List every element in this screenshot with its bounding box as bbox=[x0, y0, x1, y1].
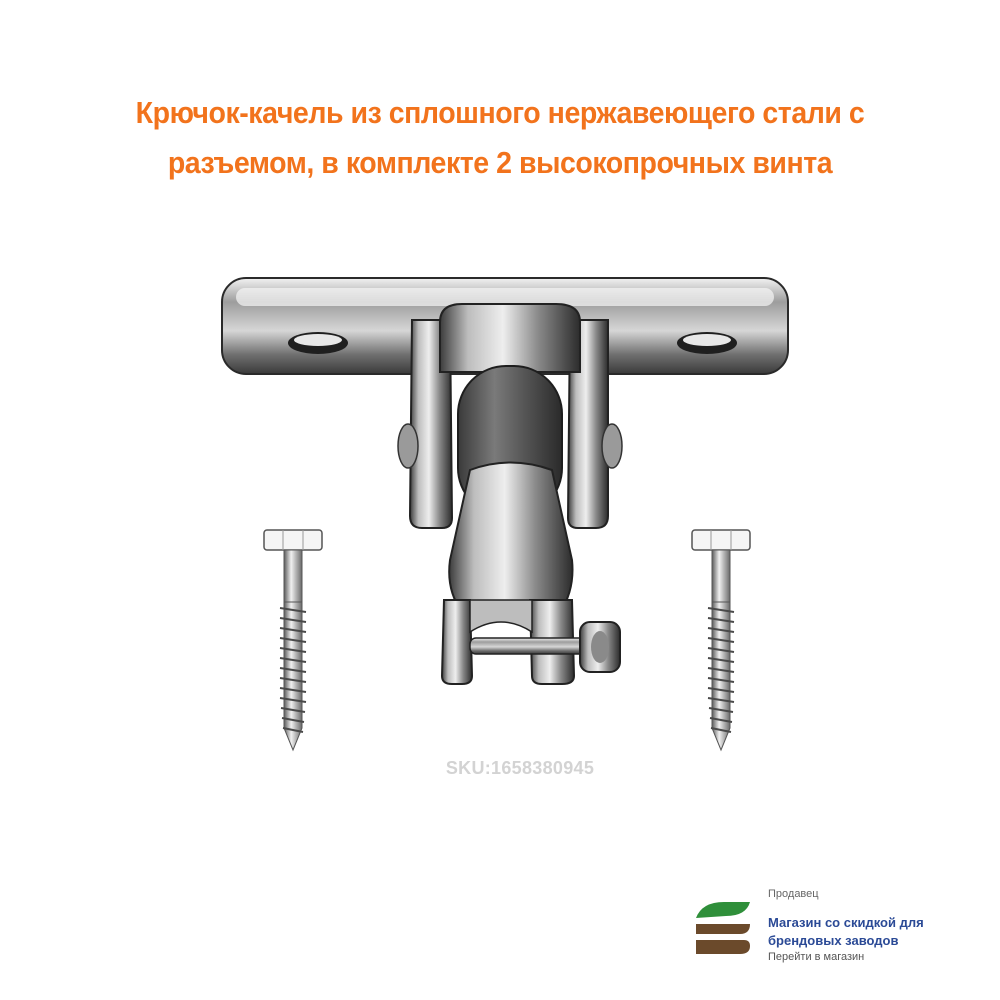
logo-brown-bar-2 bbox=[696, 940, 750, 954]
seller-card[interactable] bbox=[690, 884, 990, 974]
sku-label: SKU:1658380945 bbox=[445, 758, 595, 778]
shop-logo-icon bbox=[692, 896, 754, 958]
lag-screw-image bbox=[264, 530, 322, 750]
logo-brown-bar-1 bbox=[696, 924, 750, 934]
lag-screw-image bbox=[692, 530, 750, 750]
product-title-line-2: разъемом, в комплекте 2 высокопрочных винта bbox=[167, 145, 833, 180]
seller-caption: Продавец bbox=[768, 888, 819, 900]
go-to-store-link[interactable]: Перейти в магазин bbox=[768, 951, 865, 963]
seller-name-line-1: Магазин со скидкой для bbox=[768, 915, 924, 930]
seller-name[interactable] bbox=[768, 914, 988, 950]
swing-hook-mount-image bbox=[222, 278, 788, 684]
logo-green-leaf bbox=[696, 902, 750, 918]
product-title-line-1: Крючок-качель из сплошного нержавеющего стали с bbox=[135, 95, 865, 130]
seller-name-line-2: брендовых заводов bbox=[768, 933, 899, 948]
